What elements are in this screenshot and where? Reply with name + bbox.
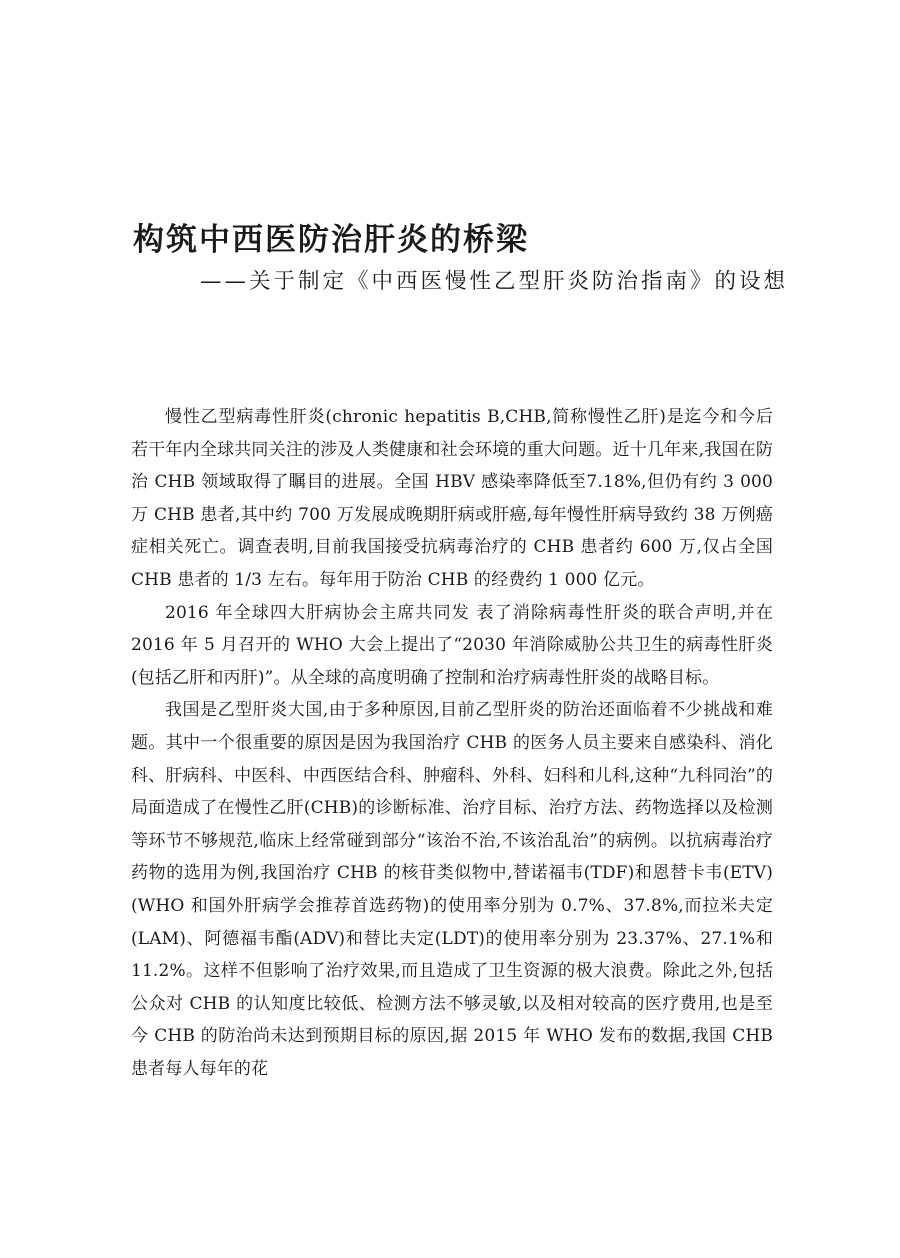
article-body [131, 401, 773, 1085]
paragraph-1: 慢性乙型病毒性肝炎(chronic hepatitis B,CHB,简称慢性乙肝)是迄今和今后若干年内全球共同关注的涉及人类健康和社会环境的重大问题。近十几年来,我国在防治 CHB 领域取得了瞩目的进展。全国 HBV 感染率降低至7.18%,但仍有约 3 000 万 CHB 患者,其中约 700 万发展成晚期肝病或肝癌,每年慢性肝病导致约 38 万例癌症相关死亡。调查表明,目前我国接受抗病毒治疗的 CHB 患者约 600 万,仅占全国 CHB 患者的 1/3 左右。每年用于防治 CHB 的经费约 1 000 亿元。 [131, 407, 773, 590]
paragraph-2: 2016 年全球四大肝病协会主席共同发 表了消除病毒性肝炎的联合声明,并在 2016 年 5 月召开的 WHO 大会上提出了“2030 年消除威胁公共卫生的病毒性肝炎(包括乙肝和丙肝)”。从全球的高度明确了控制和治疗病毒性肝炎的战略目标。 [131, 602, 773, 688]
article-title: 构筑中西医防治肝炎的桥梁 [133, 222, 529, 258]
paragraph-3: 我国是乙型肝炎大国,由于多种原因,目前乙型肝炎的防治还面临着不少挑战和难题。其中一个很重要的原因是因为我国治疗 CHB 的医务人员主要来自感染科、消化科、肝病科、中医科、中西医结合科、肿瘤科、外科、妇科和儿科,这种“九科同治”的局面造成了在慢性乙肝(CHB)的诊断标准、治疗目标、治疗方法、药物选择以及检测等环节不够规范,临床上经常碰到部分“该治不治,不该治乱治”的病例。以抗病毒治疗药物的选用为例,我国治疗 CHB 的核苷类似物中,替诺福韦(TDF)和恩替卡韦(ETV)(WHO 和国外肝病学会推荐首选药物)的使用率分别为 0.7%、37.8%,而拉米夫定(LAM)、阿德福韦酯(ADV)和替比夫定(LDT)的使用率分别为 23.37%、27.1%和 11.2%。这样不但影响了治疗效果,而且造成了卫生资源的极大浪费。除此之外,包括公众对 CHB 的认知度比较低、检测方法不够灵敏,以及相对较高的医疗费用,也是至今 CHB 的防治尚未达到预期目标的原因,据 2015 年 WHO 发布的数据,我国 CHB 患者每人每年的花 [131, 700, 773, 1079]
article-subtitle: ——关于制定《中西医慢性乙型肝炎防治指南》的设想 [200, 269, 789, 294]
